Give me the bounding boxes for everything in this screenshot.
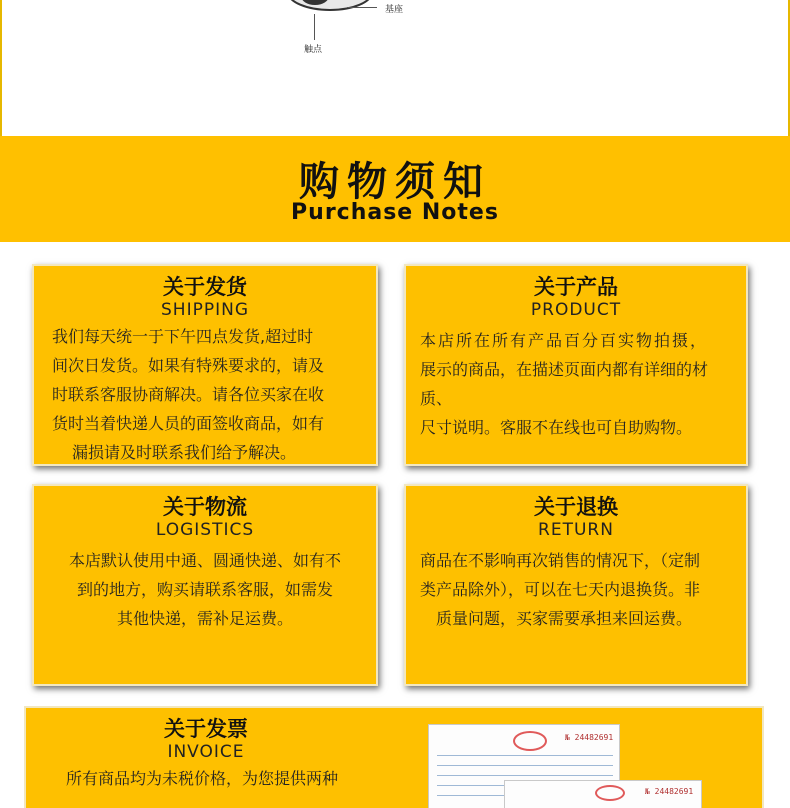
product-card — [404, 264, 748, 466]
return-line: 质量问题，买家需要承担来回运费。 — [436, 609, 693, 628]
product-body — [420, 326, 732, 442]
shipping-line: 货时当着快递人员的面签收商品，如有 — [52, 414, 325, 433]
shipping-line: 间次日发货。如果有特殊要求的，请及 — [52, 356, 325, 375]
logistics-subtitle: LOGISTICS — [155, 520, 255, 540]
shipping-card — [32, 264, 378, 466]
logistics-body — [48, 546, 362, 633]
product-line: 展示的商品，在描述页面内都有详细的材质、 — [420, 360, 709, 408]
invoice-body — [66, 764, 346, 793]
return-subtitle: RETURN — [538, 520, 614, 540]
shipping-title: 关于发货 — [163, 275, 247, 299]
product-image-strip — [0, 0, 790, 136]
invoice-stamp — [595, 785, 625, 801]
product-device-image — [285, 0, 375, 20]
invoice-title: 关于发票 — [164, 717, 248, 741]
logistics-card — [32, 484, 378, 686]
invoice-sample-image-2 — [504, 780, 702, 808]
return-line: 商品在不影响再次销售的情况下，（定制 — [420, 551, 701, 570]
shipping-line: 时联系客服协商解决。请各位买家在收 — [52, 385, 325, 404]
contact-callout-line — [314, 14, 315, 40]
invoice-number: № 24482691 — [645, 787, 694, 796]
banner-subtitle: Purchase Notes — [291, 200, 499, 225]
shipping-subtitle: SHIPPING — [161, 300, 249, 320]
product-title: 关于产品 — [534, 275, 618, 299]
shipping-body — [48, 322, 362, 467]
invoice-line-art — [437, 755, 613, 756]
logistics-line: 其他快递，需补足运费。 — [116, 609, 293, 628]
invoice-card — [24, 706, 764, 808]
base-callout-line — [347, 7, 377, 8]
return-title: 关于退换 — [534, 495, 618, 519]
product-line: 本店所在所有产品百分百实物拍摄， — [420, 331, 709, 350]
product-line: 尺寸说明。客服不在线也可自助购物。 — [420, 418, 693, 437]
product-subtitle: PRODUCT — [530, 300, 622, 320]
logistics-line: 到的地方，购买请联系客服，如需发 — [76, 580, 333, 599]
shipping-line: 我们每天统一于下午四点发货,超过时 — [52, 327, 314, 346]
contact-label: 触点 — [304, 45, 323, 55]
return-body — [420, 546, 732, 633]
return-card — [404, 484, 748, 686]
invoice-line: 所有商品均为未税价格，为您提供两种 — [66, 769, 339, 788]
base-label: 基座 — [385, 5, 404, 15]
invoice-subtitle: INVOICE — [167, 742, 245, 762]
shipping-line: 漏损请及时联系我们给予解决。 — [72, 443, 297, 462]
invoice-text-block — [66, 716, 346, 793]
logistics-title: 关于物流 — [163, 495, 247, 519]
return-line: 类产品除外），可以在七天内退换货。非 — [420, 580, 701, 599]
logistics-line: 本店默认使用中通、圆通快递、如有不 — [68, 551, 341, 570]
invoice-line-art — [437, 775, 613, 776]
invoice-number: № 24482691 — [565, 733, 614, 742]
banner-title: 购物须知 — [299, 159, 491, 205]
invoice-line-art — [437, 765, 613, 766]
invoice-stamp — [513, 731, 547, 751]
